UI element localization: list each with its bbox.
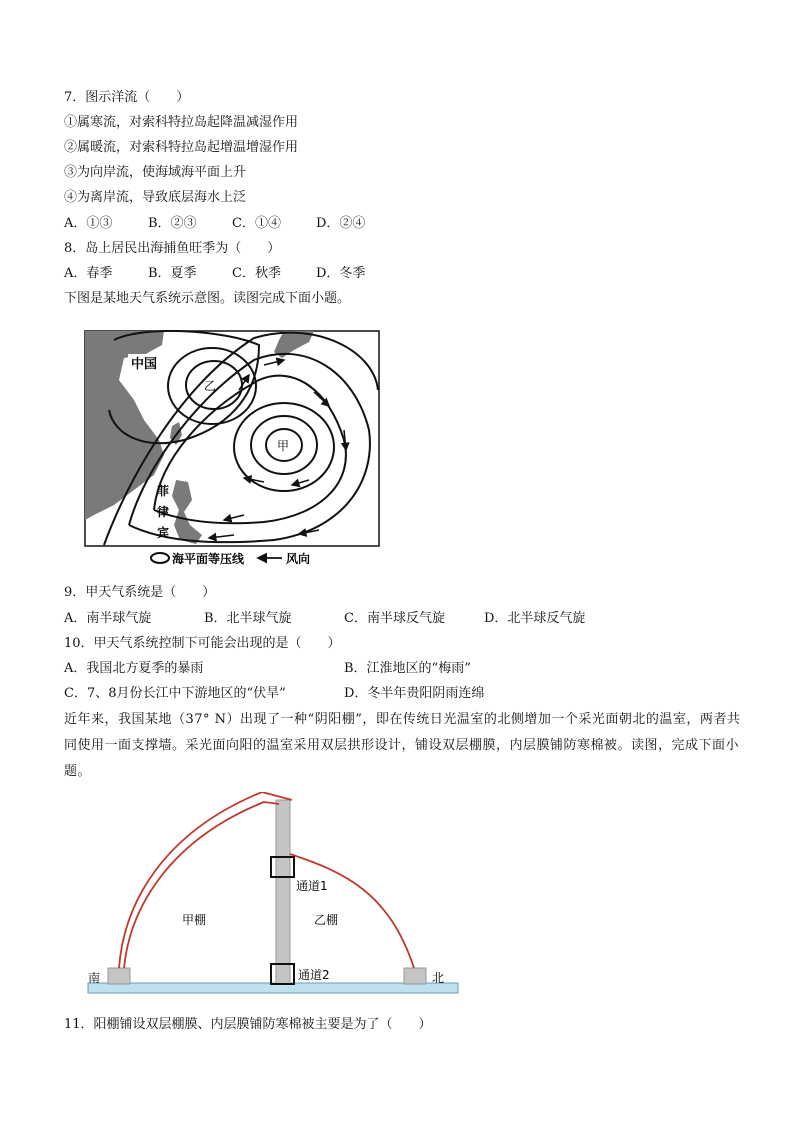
q8-option-a: A．春季 <box>64 266 113 281</box>
q7-option-b: B．②③ <box>148 216 197 231</box>
label-channel-1: 通道1 <box>296 879 328 893</box>
q7-statement-4: ④为离岸流，导致底层海水上泛 <box>64 190 247 205</box>
q9-option-d: D．北半球反气旋 <box>484 611 586 626</box>
legend-isobar-icon <box>151 553 169 563</box>
support-wall <box>276 800 290 984</box>
legend-isobar-label: 海平面等压线 <box>172 552 245 566</box>
weather-intro: 下图是某地天气系统示意图。读图完成下面小题。 <box>64 291 351 306</box>
q10-option-c: C．7、8月份长江中下游地区的“伏旱” <box>64 686 286 701</box>
q9-option-b: B．北半球气旋 <box>204 611 292 626</box>
label-north: 北 <box>432 971 445 985</box>
q9-option-c: C．南半球反气旋 <box>344 611 445 626</box>
q9-stem: 9．甲天气系统是（ ） <box>64 585 216 600</box>
label-yi: 乙 <box>204 379 217 393</box>
legend-wind-label: 风向 <box>286 552 311 566</box>
q7-statement-2: ②属暖流，对索科特拉岛起增温增湿作用 <box>64 140 299 155</box>
weather-system-map <box>84 330 384 570</box>
label-philippines-2: 律 <box>157 505 170 519</box>
label-yi-shed: 乙棚 <box>314 913 339 927</box>
q11-stem: 11．阳棚铺设双层棚膜、内层膜铺防寒棉被主要是为了（ ） <box>64 1017 432 1032</box>
label-channel-2: 通道2 <box>298 968 330 982</box>
south-foundation <box>108 968 130 984</box>
label-china: 中国 <box>131 357 158 372</box>
label-philippines-1: 菲 <box>157 484 170 498</box>
q8-option-d: D．冬季 <box>316 266 366 281</box>
label-south: 南 <box>88 971 101 985</box>
q10-option-d: D．冬半年贵阳阴雨连绵 <box>344 686 485 701</box>
q7-option-d: D．②④ <box>316 216 366 231</box>
greenhouse-diagram <box>84 792 464 1002</box>
q7-option-a: A．①③ <box>64 216 113 231</box>
q8-option-b: B．夏季 <box>148 266 197 281</box>
q10-option-b: B．江淮地区的“梅雨” <box>344 661 471 676</box>
label-jia: 甲 <box>277 439 290 453</box>
q10-stem: 10．甲天气系统控制下可能会出现的是（ ） <box>64 636 341 651</box>
q7-statement-1: ①属寒流，对索科特拉岛起降温减湿作用 <box>64 115 299 130</box>
north-film <box>290 854 414 968</box>
q7-stem: 7．图示洋流（ ） <box>64 90 190 105</box>
inner-film <box>124 802 279 968</box>
label-philippines-3: 宾 <box>157 526 170 540</box>
q8-stem: 8．岛上居民出海捕鱼旺季为（ ） <box>64 241 281 256</box>
q8-option-c: C．秋季 <box>232 266 281 281</box>
label-jia-shed: 甲棚 <box>182 913 207 927</box>
greenhouse-intro: 近年来，我国某地（37° N）出现了一种“阴阳棚”，即在传统日光温室的北侧增加一个采光面朝北的温室，两者共同使用一面支撑墙。采光面向阳的温室采用双层拱形设计，铺设双层棚膜，内层膜铺防寒棉被。读图，完成下面小题。 <box>64 712 741 779</box>
q9-option-a: A．南半球气旋 <box>64 611 152 626</box>
q7-option-c: C．①④ <box>232 216 281 231</box>
north-foundation <box>404 968 426 984</box>
outer-film <box>119 792 292 968</box>
q7-statement-3: ③为向岸流，使海域海平面上升 <box>64 165 247 180</box>
q10-option-a: A．我国北方夏季的暴雨 <box>64 661 204 676</box>
